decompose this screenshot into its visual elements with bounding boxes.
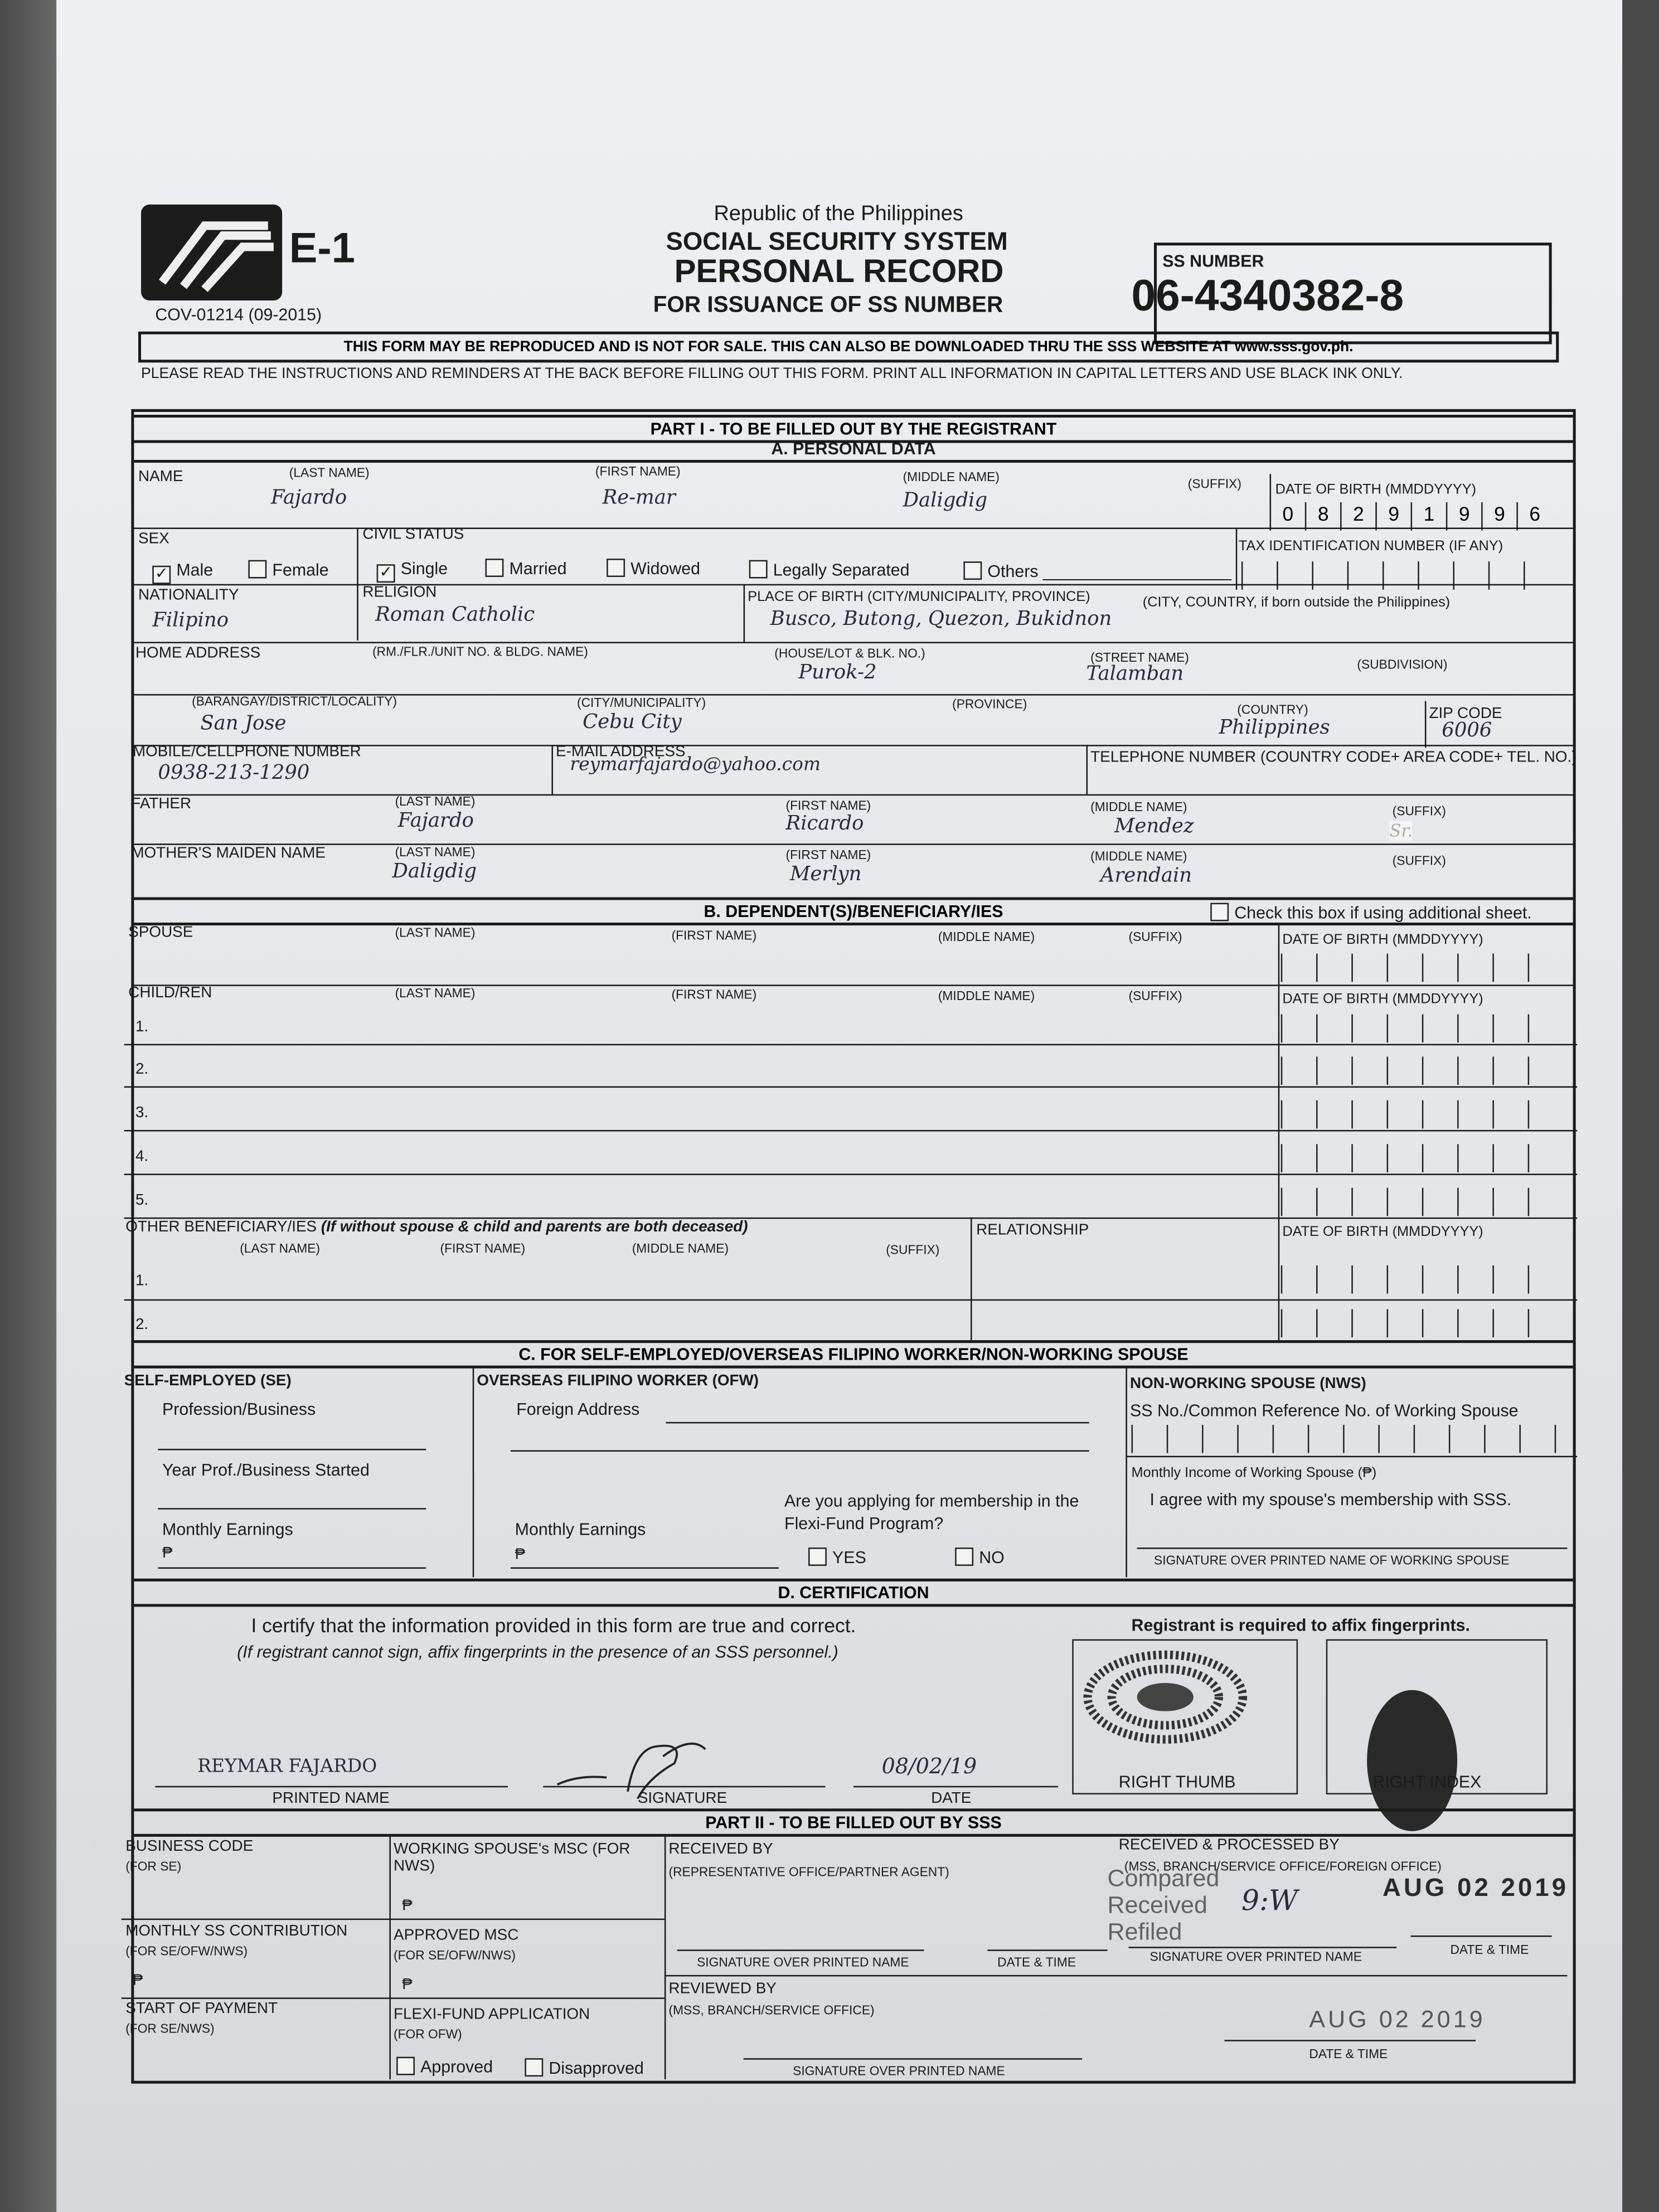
nationality-label: NATIONALITY (138, 586, 239, 604)
suffix-label: (SUFFIX) (1187, 477, 1241, 491)
flexi-application-sub-label: (FOR OFW) (394, 2027, 462, 2041)
civil-others-option[interactable]: Others ____________________ (963, 561, 1231, 581)
checkbox-icon (248, 560, 266, 579)
child-dob-field[interactable] (1281, 1144, 1563, 1172)
telephone-label: TELEPHONE NUMBER (COUNTRY CODE+ AREA CODE+ TEL. NO.) (1090, 749, 1577, 767)
section-b-title: B. DEPENDENT(S)/BENEFICIARY/IES (134, 897, 1573, 925)
stamp-refiled: Refiled (1107, 1918, 1182, 1946)
country-field[interactable]: Philippines (1219, 716, 1330, 740)
peso-icon: ₱ (132, 1972, 143, 1990)
approved-msc-label: APPROVED MSC (394, 1927, 519, 1944)
dob-digit: 2 (1340, 502, 1375, 531)
start-payment-sub-label: (FOR SE/NWS) (125, 2021, 215, 2036)
checkbox-icon (525, 2058, 543, 2077)
dob-digit: 0 (1270, 502, 1305, 531)
religion-label: RELIGION (362, 584, 437, 601)
spouse-last-label: (LAST NAME) (395, 925, 476, 940)
flexi-approved-option[interactable] (396, 2057, 493, 2077)
mobile-label: MOBILE/CELLPHONE NUMBER (132, 743, 361, 760)
right-thumb-box (1072, 1639, 1298, 1794)
child-first-label: (FIRST NAME) (671, 987, 757, 1002)
spouse-label: SPOUSE (128, 924, 193, 941)
dob-field[interactable] (1270, 502, 1552, 531)
form-title: PERSONAL RECORD (674, 252, 1004, 289)
child-dob-field[interactable] (1281, 1056, 1563, 1085)
mobile-field[interactable]: 0938-213-1290 (158, 761, 310, 785)
spouse-first-label: (FIRST NAME) (671, 928, 757, 943)
flexi-question: Are you applying for membership in the Flexi-Fund Program? (784, 1491, 1079, 1534)
other-suffix-label: (SUFFIX) (886, 1243, 940, 1257)
checkbox-icon (808, 1548, 827, 1566)
republic-label: Republic of the Philippines (714, 201, 963, 226)
form-subtitle: FOR ISSUANCE OF SS NUMBER (653, 293, 1003, 318)
printed-name-label: PRINTED NAME (272, 1790, 390, 1807)
other-middle-label: (MIDDLE NAME) (632, 1241, 729, 1256)
agency-name: SOCIAL SECURITY SYSTEM (666, 227, 1008, 256)
male-label: Male (176, 560, 214, 580)
checkbox-icon (486, 559, 504, 577)
stamp-received: Received (1107, 1891, 1207, 1919)
child-dob-label: DATE OF BIRTH (MMDDYYYY) (1282, 992, 1483, 1007)
approved-label: Approved (420, 2056, 493, 2077)
child-last-label: (LAST NAME) (395, 986, 476, 1001)
name-label: NAME (138, 468, 183, 486)
child-row-number: 3. (135, 1104, 149, 1122)
received-date-label: DATE & TIME (997, 1955, 1076, 1970)
certification-note: (If registrant cannot sign, affix fingerprints in the presence of an SSS personnel.) (237, 1642, 838, 1662)
received-by-sub-label: (REPRESENTATIVE OFFICE/PARTNER AGENT) (668, 1865, 949, 1879)
checkbox-icon (1210, 903, 1229, 921)
zip-field[interactable]: 6006 (1442, 719, 1492, 743)
form-code: E-1 (289, 225, 355, 273)
father-suffix-label: (SUFFIX) (1392, 804, 1446, 818)
father-last-field[interactable]: Fajardo (397, 809, 474, 833)
processed-by-label: RECEIVED & PROCESSED BY (1118, 1836, 1340, 1854)
reproduction-notice: THIS FORM MAY BE REPRODUCED AND IS NOT FOR SALE. THIS CAN ALSO BE DOWNLOADED THRU THE SSS WEBSITE AT www.sss.gov.ph. (138, 332, 1559, 363)
sex-male-option[interactable] (152, 560, 213, 584)
father-first-field[interactable]: Ricardo (785, 812, 864, 836)
nws-signature-label: SIGNATURE OVER PRINTED NAME OF WORKING SPOUSE (1154, 1553, 1510, 1568)
email-label: E-MAIL ADDRESS (556, 743, 686, 760)
birthplace-label: PLACE OF BIRTH (CITY/MUNICIPALITY, PROVINCE) (748, 589, 1090, 605)
instructions: PLEASE READ THE INSTRUCTIONS AND REMINDERS AT THE BACK BEFORE FILLING OUT THIS FORM. PRINT ALL INFORMATION IN CAPITAL LETTERS AND USE BLACK INK ONLY. (141, 365, 1403, 382)
signature-field[interactable] (543, 1786, 825, 1788)
civil-status-label: CIVIL STATUS (362, 526, 464, 544)
barangay-label: (BARANGAY/DISTRICT/LOCALITY) (192, 694, 397, 709)
email-field[interactable]: reymarfajardo@yahoo.com (570, 754, 821, 776)
other-row-number: 2. (135, 1316, 149, 1333)
mother-label: MOTHER'S MAIDEN NAME (131, 845, 326, 862)
dob-digit: 1 (1411, 502, 1446, 531)
child-row-number: 5. (135, 1192, 149, 1209)
child-dob-field[interactable] (1281, 1100, 1563, 1129)
city-field[interactable]: Cebu City (583, 711, 682, 734)
street-field[interactable]: Talamban (1086, 663, 1184, 686)
se-year-label: Year Prof./Business Started (162, 1460, 370, 1480)
province-label: (PROVINCE) (952, 697, 1027, 711)
children-label: CHILD/REN (128, 984, 212, 1002)
middle-name-field[interactable]: Daligdig (903, 489, 988, 512)
subdivision-label: (SUBDIVISION) (1357, 657, 1448, 672)
se-earnings-field[interactable] (158, 1567, 426, 1569)
civil-widowed-option[interactable] (607, 559, 700, 578)
other-dob-field[interactable] (1281, 1265, 1563, 1294)
dob-digit: 9 (1481, 502, 1516, 531)
dob-label: DATE OF BIRTH (MMDDYYYY) (1275, 482, 1477, 498)
form-version: COV-01214 (09-2015) (155, 304, 322, 325)
reviewed-by-sub-label: (MSS, BRANCH/SERVICE OFFICE) (668, 2003, 875, 2017)
contribution-sub-label: (FOR SE/OFW/NWS) (125, 1944, 248, 1958)
separated-label: Legally Separated (773, 560, 910, 580)
dob-digit: 6 (1516, 502, 1551, 531)
checkbox-checked-icon: ✓ (152, 566, 171, 584)
spouse-msc-label: WORKING SPOUSE's MSC (FOR NWS) (394, 1841, 630, 1875)
spouse-dob-label: DATE OF BIRTH (MMDDYYYY) (1282, 932, 1483, 948)
for-se-label: (FOR SE) (125, 1859, 182, 1874)
flexi-disapproved-option[interactable] (525, 2058, 644, 2078)
home-address-label: HOME ADDRESS (135, 644, 261, 662)
additional-sheet-label: Check this box if using additional sheet. (1234, 903, 1532, 923)
barangay-field[interactable]: San Jose (200, 712, 287, 735)
certification-text: I certify that the information provided in this form are true and correct. (251, 1614, 856, 1637)
ofw-address-label: Foreign Address (516, 1399, 640, 1419)
fingerprint-icon (1080, 1648, 1250, 1754)
sex-female-option[interactable] (248, 560, 328, 580)
child-middle-label: (MIDDLE NAME) (938, 988, 1035, 1003)
processed-date-label: DATE & TIME (1450, 1942, 1529, 1957)
father-middle-field[interactable]: Mendez (1114, 815, 1194, 838)
flexi-yes-option[interactable] (808, 1548, 866, 1567)
other-beneficiary-note: (If without spouse & child and parents are both deceased) (321, 1219, 748, 1236)
father-last-label: (LAST NAME) (395, 794, 476, 809)
additional-sheet-option[interactable] (1210, 903, 1531, 923)
tin-label: TAX IDENTIFICATION NUMBER (IF ANY) (1238, 539, 1503, 555)
child-row-number: 1. (135, 1018, 149, 1036)
spouse-dob-field[interactable] (1281, 954, 1563, 982)
other-last-label: (LAST NAME) (240, 1241, 321, 1256)
no-label: NO (979, 1548, 1005, 1568)
birthplace-foreign-label: (CITY, COUNTRY, if born outside the Philippines) (1142, 595, 1451, 611)
other-dob-label: DATE OF BIRTH (MMDDYYYY) (1282, 1224, 1483, 1240)
processed-signature-label: SIGNATURE OVER PRINTED NAME (1149, 1949, 1362, 1964)
right-thumb-label: RIGHT THUMB (1118, 1772, 1236, 1792)
single-label: Single (400, 559, 448, 579)
street-label: (STREET NAME) (1090, 650, 1189, 664)
checkbox-icon (749, 560, 768, 579)
reviewed-by-label: REVIEWED BY (668, 1980, 777, 1998)
peso-icon: ₱ (402, 1897, 413, 1915)
date-label: DATE (931, 1790, 972, 1807)
nws-agree-text: I agree with my spouse's membership with SSS. (1149, 1490, 1512, 1510)
received-stamp (1108, 1865, 1220, 1945)
mother-first-field[interactable]: Merlyn (790, 863, 862, 886)
reviewed-date-label: DATE & TIME (1309, 2046, 1388, 2061)
ofw-earnings-label: Monthly Earnings (515, 1519, 646, 1539)
sss-logo (141, 205, 282, 300)
child-dob-field[interactable] (1281, 1188, 1563, 1216)
mother-middle-label: (MIDDLE NAME) (1090, 849, 1187, 864)
flexi-no-option[interactable] (955, 1548, 1005, 1567)
birthplace-field[interactable]: Busco, Butong, Quezon, Bukidnon (770, 608, 1112, 631)
printed-name-field[interactable]: REYMAR FAJARDO (197, 1756, 377, 1778)
ss-number: 06-4340382-8 (1131, 270, 1404, 321)
house-field[interactable]: Purok-2 (798, 661, 877, 685)
nationality-field[interactable]: Filipino (152, 609, 229, 632)
stamp-compared: Compared (1107, 1865, 1220, 1892)
spouse-middle-label: (MIDDLE NAME) (938, 929, 1035, 944)
city-label: (CITY/MUNICIPALITY) (577, 695, 706, 710)
mother-last-label: (LAST NAME) (395, 845, 476, 860)
checkbox-icon (396, 2057, 415, 2075)
checkbox-icon (955, 1548, 973, 1566)
spouse-suffix-label: (SUFFIX) (1128, 929, 1182, 944)
mother-first-label: (FIRST NAME) (785, 847, 871, 862)
mother-suffix-label: (SUFFIX) (1392, 853, 1446, 868)
start-payment-label: START OF PAYMENT (125, 2000, 278, 2017)
civil-married-option[interactable] (486, 559, 567, 578)
ofw-address-field[interactable] (666, 1422, 1089, 1424)
yes-label: YES (832, 1548, 866, 1568)
disapproved-label: Disapproved (549, 2058, 644, 2078)
last-name-label: (LAST NAME) (289, 465, 370, 480)
father-middle-label: (MIDDLE NAME) (1090, 799, 1187, 814)
peso-icon: ₱ (515, 1546, 526, 1563)
relationship-label: RELATIONSHIP (976, 1221, 1089, 1239)
civil-separated-option[interactable] (749, 560, 910, 580)
mother-middle-field[interactable]: Arendain (1100, 865, 1192, 887)
peso-icon: ₱ (162, 1545, 173, 1562)
mother-last-field[interactable]: Daligdig (392, 860, 477, 884)
stamp-date-processed: AUG 02 2019 (1382, 1873, 1569, 1902)
se-profession-field[interactable] (158, 1449, 426, 1451)
unit-label: (RM./FLR./UNIT NO. & BLDG. NAME) (372, 644, 588, 659)
section-c-title: C. FOR SELF-EMPLOYED/OVERSEAS FILIPINO WORKER/NON-WORKING SPOUSE (134, 1340, 1573, 1369)
stamp-date-reviewed: AUG 02 2019 (1309, 2006, 1486, 2033)
ofw-title: OVERSEAS FILIPINO WORKER (OFW) (477, 1372, 759, 1390)
other-beneficiary-title: OTHER BENEFICIARY/IES (125, 1219, 317, 1236)
nws-income-label: Monthly Income of Working Spouse (₱) (1131, 1466, 1377, 1482)
section-a-title: A. PERSONAL DATA (771, 439, 936, 459)
last-name-field[interactable]: Fajardo (270, 487, 347, 510)
first-name-label: (FIRST NAME) (595, 464, 681, 478)
house-label: (HOUSE/LOT & BLK. NO.) (774, 646, 925, 661)
father-suffix-field[interactable]: Sr. (1389, 821, 1413, 841)
nws-title: NON-WORKING SPOUSE (NWS) (1130, 1375, 1366, 1393)
child-row-number: 4. (135, 1148, 149, 1166)
female-label: Female (272, 560, 329, 580)
right-index-box (1326, 1639, 1548, 1794)
widowed-label: Widowed (630, 559, 701, 579)
peso-icon: ₱ (402, 1976, 413, 1993)
dob-digit: 9 (1446, 502, 1481, 531)
received-by-label: RECEIVED BY (668, 1841, 773, 1858)
zip-label: ZIP CODE (1429, 705, 1502, 722)
father-label: FATHER (131, 795, 192, 813)
checkbox-icon (963, 561, 982, 580)
reviewed-signature-label: SIGNATURE OVER PRINTED NAME (793, 2064, 1005, 2078)
right-index-label: RIGHT INDEX (1372, 1772, 1482, 1792)
middle-name-label: (MIDDLE NAME) (903, 469, 1000, 484)
part1-title: PART I - TO BE FILLED OUT BY THE REGISTRANT (134, 415, 1573, 443)
child-suffix-label: (SUFFIX) (1128, 988, 1182, 1003)
se-earnings-label: Monthly Earnings (162, 1519, 293, 1539)
other-row-number: 1. (135, 1272, 149, 1289)
contribution-label: MONTHLY SS CONTRIBUTION (125, 1923, 348, 1940)
ss-number-label: SS NUMBER (1162, 251, 1264, 271)
other-beneficiary-label (125, 1219, 748, 1235)
nws-ssno-label: SS No./Common Reference No. of Working Spouse (1130, 1400, 1519, 1421)
country-label: (COUNTRY) (1237, 702, 1308, 717)
processed-by-sub-label: (MSS, BRANCH/SERVICE OFFICE/FOREIGN OFFICE) (1124, 1859, 1442, 1874)
se-year-field[interactable] (158, 1508, 426, 1510)
background-edge (1622, 0, 1659, 2212)
sex-label: SEX (138, 530, 169, 547)
child-dob-field[interactable] (1281, 1015, 1563, 1043)
other-first-label: (FIRST NAME) (440, 1241, 526, 1256)
se-profession-label: Profession/Business (162, 1399, 316, 1419)
dob-digit: 8 (1305, 502, 1340, 531)
approved-msc-sub-label: (FOR SE/OFW/NWS) (394, 1948, 516, 1963)
other-dob-field[interactable] (1281, 1309, 1563, 1337)
ss-number-box (1131, 242, 1552, 344)
religion-field[interactable]: Roman Catholic (375, 604, 535, 627)
checkbox-icon (607, 559, 625, 577)
flexi-application-label: FLEXI-FUND APPLICATION (394, 2006, 590, 2023)
fingerprint-note: Registrant is required to affix fingerprints. (1131, 1615, 1471, 1635)
date-field[interactable]: 08/02/19 (881, 1753, 977, 1779)
se-title: SELF-EMPLOYED (SE) (124, 1372, 292, 1390)
sss-logo-icon (141, 205, 282, 300)
others-label: Others (987, 561, 1039, 581)
received-signature-label: SIGNATURE OVER PRINTED NAME (697, 1955, 909, 1970)
dob-digit: 9 (1375, 502, 1410, 531)
signature-label: SIGNATURE (637, 1790, 727, 1807)
father-first-label: (FIRST NAME) (785, 798, 871, 813)
first-name-field[interactable]: Re-mar (602, 487, 676, 510)
stamp-time: 9:W (1241, 1883, 1298, 1918)
nws-ssno-field[interactable] (1132, 1425, 1590, 1453)
civil-single-option[interactable] (377, 559, 448, 583)
section-d-title: D. CERTIFICATION (134, 1579, 1573, 1607)
checkbox-checked-icon: ✓ (377, 564, 395, 583)
part2-title: PART II - TO BE FILLED OUT BY SSS (134, 1808, 1573, 1837)
child-row-number: 2. (135, 1061, 149, 1078)
ofw-earnings-field[interactable] (511, 1567, 779, 1569)
married-label: Married (509, 559, 567, 579)
business-code-label: BUSINESS CODE (125, 1838, 254, 1855)
